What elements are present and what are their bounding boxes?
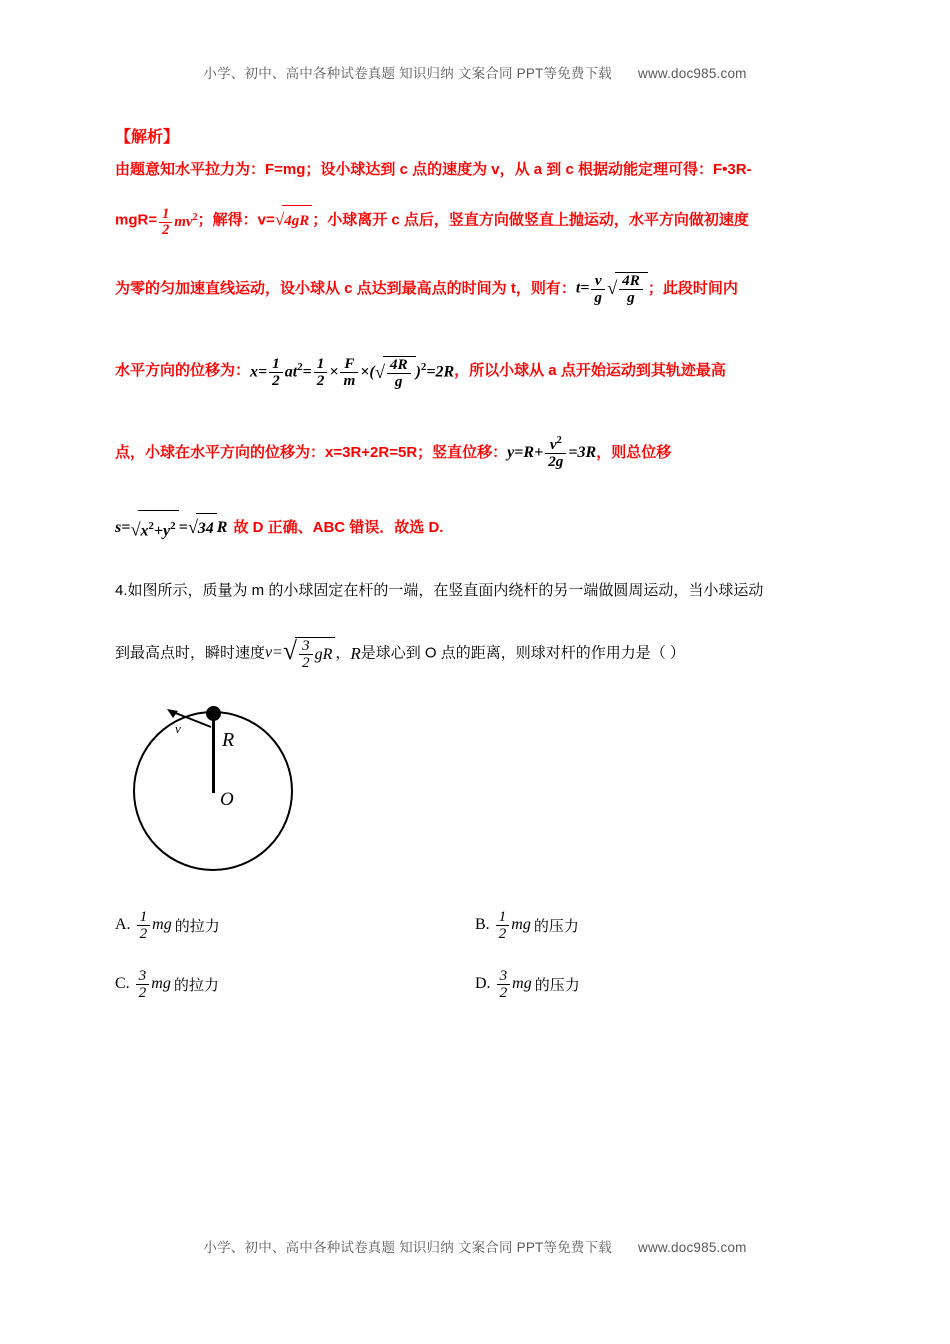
option-row-1 — [115, 909, 835, 942]
analysis-line-4b: ，所以小球从 a 点开始运动到其轨迹最高 — [454, 361, 726, 379]
analysis-line-5b: x=3R+2R=5R；竖直位移： — [325, 443, 508, 461]
figure-label-O: O — [220, 788, 234, 810]
analysis-paragraph-1 — [115, 155, 835, 185]
question-line-2a: 到最高点时，瞬时速度 — [115, 644, 266, 662]
figure-label-R: R — [222, 728, 235, 751]
equation-total-displacement-s: $s=√x^2+y^2 =√34$ R — [115, 510, 227, 546]
option-a-tag: A. — [115, 916, 131, 934]
option-d-tag: D. — [475, 975, 491, 993]
watermark-text-bottom: 小学、初中、高中各种试卷真题 知识归纳 文案合同 PPT等免费下载 — [203, 1240, 612, 1255]
watermark-site: www.doc985.com — [638, 66, 747, 81]
option-b-tag: B. — [475, 916, 490, 934]
answer-options — [115, 909, 835, 1001]
analysis-line-5a: 点，小球在水平方向的位移为： — [115, 443, 326, 461]
analysis-line-2a: mgR= — [115, 211, 158, 229]
option-row-2 — [115, 968, 835, 1001]
analysis-line-1: 由题意知水平拉力为：F=mg；设小球达到 c 点的速度为 v，从 a 到 c 根据动能定理可得：F•3R- — [115, 161, 752, 178]
option-d-formula: $\frac{3}{2}$ mg — [495, 968, 532, 1001]
analysis-conclusion: 故 D 正确、ABC 错误．故选 D. — [233, 518, 444, 536]
equation-velocity-v: v=√ $\frac{3}{2}$ gR — [265, 636, 335, 671]
option-b-formula: $\frac{1}{2}$ mg — [494, 909, 531, 942]
mv-term: mv — [174, 214, 193, 230]
option-c-tag: C. — [115, 975, 130, 993]
option-b[interactable] — [475, 909, 835, 942]
analysis-line-3b: ；此段时间内 — [647, 280, 738, 298]
fraction-one-half: $\frac{1}{2}$ — [159, 207, 172, 238]
option-c-text: 的拉力 — [173, 976, 219, 994]
option-c-formula: $\frac{3}{2}$ mg — [134, 968, 171, 1001]
figure-label-v: v — [175, 720, 181, 736]
question-comma: ， — [335, 644, 351, 662]
option-d-text: 的压力 — [534, 976, 580, 994]
option-a[interactable] — [115, 909, 475, 942]
equation-time-t: t= $\frac{v}{g}$ √ $\frac{4R}{g}$ — [576, 272, 648, 306]
analysis-line-3a: 为零的匀加速直线运动，设小球从 c 点达到最高点的时间为 t，则有： — [115, 280, 576, 298]
equation-displacement-y: y=R+ $\frac{v^2}{2g}$ =3R — [507, 434, 597, 470]
analysis-line-2c: ；解得：v= — [197, 211, 275, 229]
analysis-paragraph-3 — [115, 272, 835, 306]
symbol-R: R — [350, 643, 361, 663]
figure-circular-motion — [125, 693, 385, 883]
option-c[interactable] — [115, 968, 475, 1001]
watermark-text: 小学、初中、高中各种试卷真题 知识归纳 文案合同 PPT等免费下载 — [203, 66, 612, 81]
equation-displacement-x: x= $\frac{1}{2}$ $at^2=$ $\frac{1}{2}$ × $\frac{F}{m}$ ×(√ $\frac{4R}{g}$ )$^2$=2R — [250, 355, 455, 390]
watermark-site-bottom: www.doc985.com — [638, 1240, 747, 1255]
analysis-paragraph-6 — [115, 510, 835, 546]
analysis-line-2d: ；小球离开 c 点后，竖直方向做竖直上抛运动，水平方向做初速度 — [312, 211, 749, 229]
analysis-label: 【解析】 — [115, 129, 180, 146]
watermark-bottom — [0, 1236, 950, 1256]
analysis-paragraph-4 — [115, 352, 835, 390]
analysis-paragraph-5 — [115, 436, 835, 470]
option-b-text: 的压力 — [533, 917, 579, 935]
question-line-2 — [115, 636, 835, 671]
option-a-text: 的拉力 — [174, 917, 220, 935]
question-line-2c: 是球心到 O 点的距离，则球对杆的作用力是（ ） — [360, 644, 685, 662]
analysis-paragraph-2: mgR= $\frac{1}{2}$ $mv^2$；解得：v=√4gR ；小球离开 c 点后，竖直方向做竖直上抛运动，水平方向做初速度 — [115, 206, 749, 239]
velocity-arrow-icon — [167, 709, 213, 729]
analysis-line-4a: 水平方向的位移为： — [115, 361, 251, 379]
option-d[interactable] — [475, 968, 835, 1001]
option-a-formula: $\frac{1}{2}$ mg — [135, 909, 172, 942]
sqrt-4gR: √4gR — [275, 205, 312, 236]
analysis-line-5c: ，则总位移 — [596, 443, 672, 461]
watermark-top — [115, 0, 835, 82]
question-line-1: 4.如图所示，质量为 m 的小球固定在杆的一端，在竖直面内绕杆的另一端做圆周运动，当小球运动 — [115, 582, 764, 600]
